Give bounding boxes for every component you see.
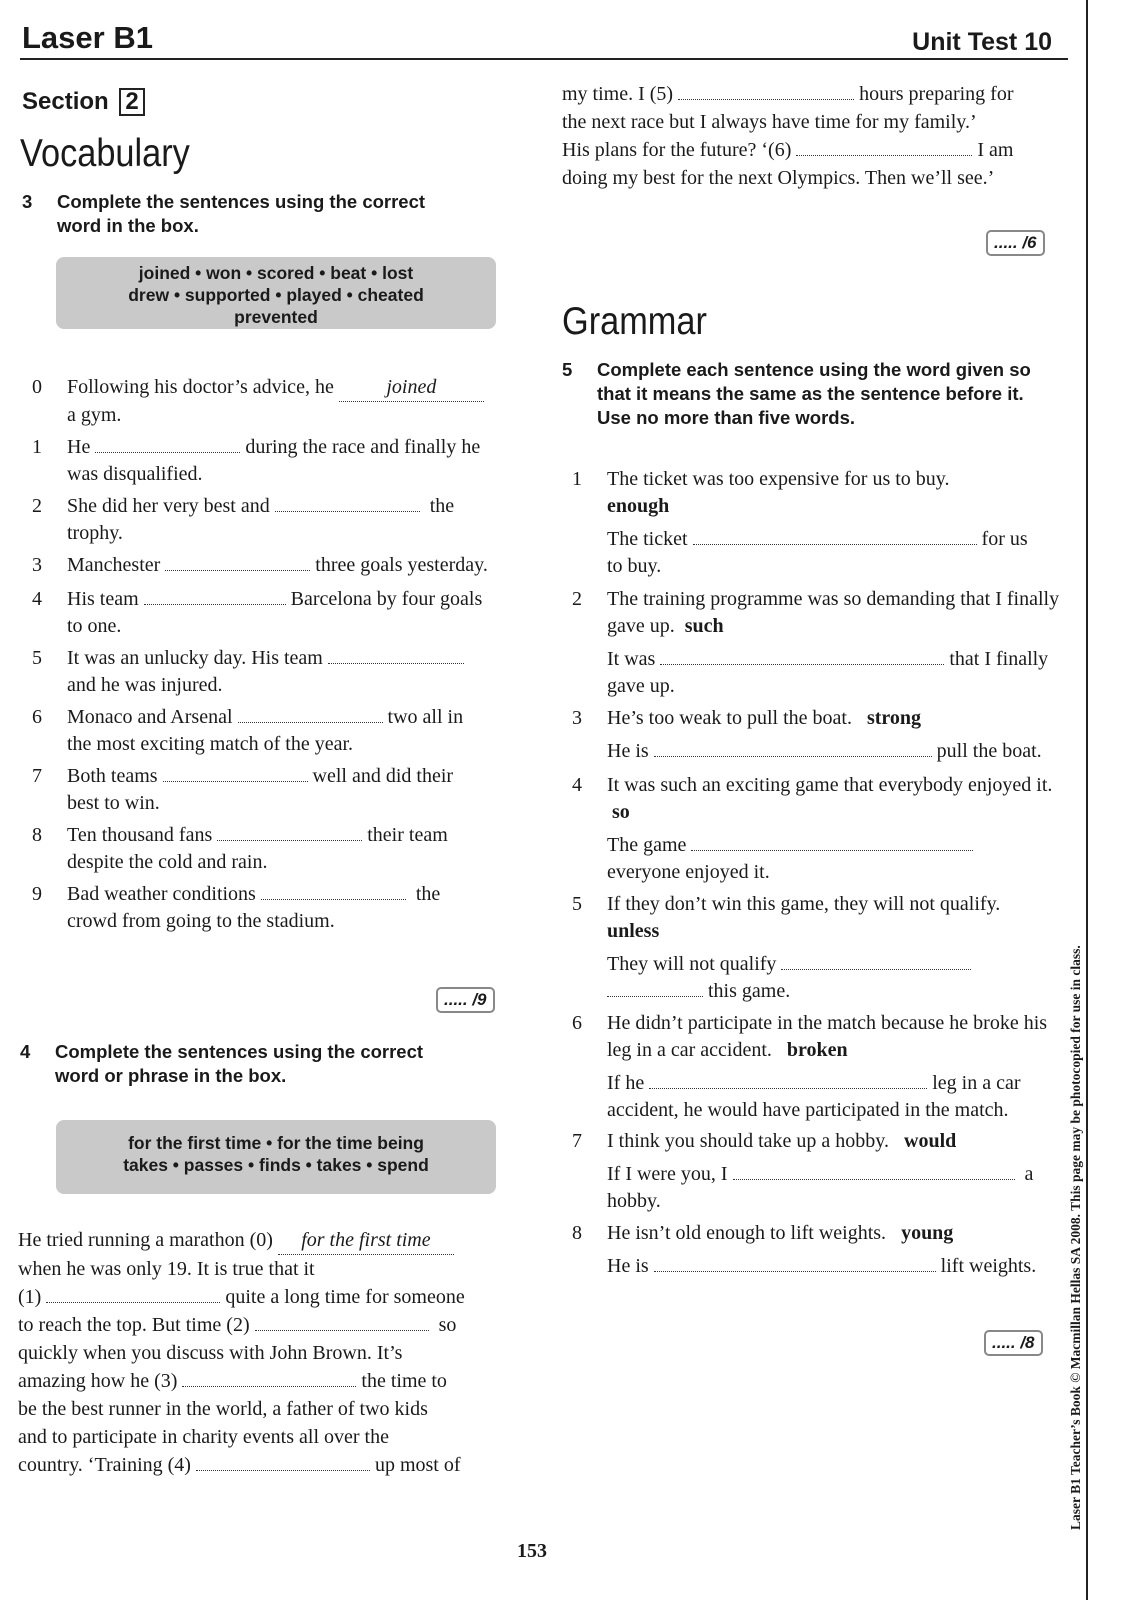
answer-blank[interactable] bbox=[46, 1288, 220, 1303]
answer-blank[interactable] bbox=[165, 556, 310, 571]
item-text: two all in bbox=[387, 706, 464, 728]
answer-blank[interactable] bbox=[275, 497, 420, 512]
ex4-word-box bbox=[56, 1120, 496, 1194]
ex4-passage-left bbox=[18, 1226, 518, 1479]
answer-field[interactable]: joined bbox=[339, 374, 484, 402]
ex4-instruction-text: Complete the sentences using the correct word or phrase in the box. bbox=[55, 1041, 424, 1086]
item-text: Ten thousand fans bbox=[67, 824, 213, 846]
item-text: She did her very best and bbox=[67, 495, 270, 517]
item-text: during the race and finally he bbox=[245, 436, 481, 458]
item-number: 4 bbox=[572, 774, 582, 796]
answer-blank[interactable] bbox=[733, 1165, 1015, 1180]
item-text: Barcelona by four goals bbox=[290, 588, 483, 610]
item-number: 1 bbox=[572, 468, 582, 490]
ex5-item-3 bbox=[572, 705, 1064, 765]
item-text: a gym. bbox=[67, 404, 122, 426]
item-text: their team bbox=[367, 824, 448, 846]
item-text: The ticket bbox=[607, 528, 688, 550]
ex5-score: ..... /8 bbox=[984, 1330, 1043, 1356]
item-text: lift weights. bbox=[940, 1255, 1037, 1277]
answer-blank[interactable] bbox=[144, 590, 286, 605]
item-number: 9 bbox=[32, 883, 42, 905]
item-text: best to win. bbox=[67, 792, 160, 814]
answer-blank[interactable] bbox=[95, 438, 240, 453]
item-text: If he bbox=[607, 1072, 645, 1094]
passage-text: and to participate in charity events all over the bbox=[18, 1426, 389, 1448]
key-word: strong bbox=[866, 707, 922, 729]
answer-blank[interactable] bbox=[796, 141, 972, 156]
word-box-line: drew • supported • played • cheated bbox=[128, 285, 424, 305]
ex3-instruction bbox=[22, 190, 462, 238]
item-text: was disqualified. bbox=[67, 463, 203, 485]
answer-blank[interactable] bbox=[678, 85, 854, 100]
item-text: accident, he would have participated in the match. bbox=[607, 1099, 1009, 1121]
item-number: 7 bbox=[32, 765, 42, 787]
item-question: The training programme was so demanding that I finally gave up. bbox=[607, 588, 1060, 637]
item-text: Both teams bbox=[67, 765, 158, 787]
item-text: They will not qualify bbox=[607, 953, 777, 975]
answer-blank[interactable] bbox=[217, 826, 362, 841]
passage-text: country. ‘Training (4) bbox=[18, 1454, 191, 1476]
item-number: 4 bbox=[32, 588, 42, 610]
item-question: It was such an exciting game that everybody enjoyed it. bbox=[607, 774, 1053, 796]
ex3-item-2 bbox=[32, 493, 512, 547]
answer-blank[interactable] bbox=[660, 650, 944, 665]
ex4-passage-right bbox=[562, 80, 1062, 192]
passage-text: so bbox=[438, 1314, 457, 1336]
item-question: He didn’t participate in the match because he broke his leg in a car accident. bbox=[607, 1012, 1048, 1061]
passage-text: His plans for the future? ‘(6) bbox=[562, 139, 792, 161]
item-text: for us bbox=[981, 528, 1028, 550]
item-question: If they don’t win this game, they will not qualify. bbox=[607, 893, 1001, 915]
item-text: the most exciting match of the year. bbox=[67, 733, 354, 755]
word-box-line: for the first time • for the time being bbox=[128, 1133, 424, 1153]
passage-text: amazing how he (3) bbox=[18, 1370, 178, 1392]
ex5-instruction bbox=[562, 358, 1062, 430]
item-text: this game. bbox=[708, 980, 791, 1002]
passage-text: when he was only 19. It is true that it bbox=[18, 1258, 315, 1280]
ex3-instruction-text: Complete the sentences using the correct word in the box. bbox=[57, 191, 426, 236]
ex3-item-5 bbox=[32, 645, 512, 699]
ex3-number: 3 bbox=[22, 191, 33, 212]
grammar-heading: Grammar bbox=[562, 300, 707, 343]
ex3-word-box bbox=[56, 257, 496, 329]
item-text: It was an unlucky day. His team bbox=[67, 647, 323, 669]
item-text: He is bbox=[607, 1255, 649, 1277]
key-word: enough bbox=[607, 495, 670, 517]
item-text: well and did their bbox=[312, 765, 454, 787]
section-label bbox=[22, 88, 145, 116]
item-question: I think you should take up a hobby. bbox=[607, 1130, 890, 1152]
ex3-item-7 bbox=[32, 763, 512, 817]
answer-blank[interactable] bbox=[261, 885, 406, 900]
answer-blank[interactable] bbox=[238, 708, 383, 723]
vocabulary-heading: Vocabulary bbox=[20, 132, 190, 175]
item-text: despite the cold and rain. bbox=[67, 851, 268, 873]
page-number: 153 bbox=[517, 1540, 547, 1562]
item-number: 2 bbox=[572, 588, 582, 610]
item-text: He bbox=[67, 436, 91, 458]
passage-text: the time to bbox=[361, 1370, 447, 1392]
passage-text: to reach the top. But time (2) bbox=[18, 1314, 250, 1336]
ex5-item-6 bbox=[572, 1010, 1064, 1124]
answer-blank[interactable] bbox=[255, 1316, 429, 1331]
ex3-item-4 bbox=[32, 586, 512, 640]
item-number: 3 bbox=[32, 554, 42, 576]
item-number: 6 bbox=[572, 1012, 582, 1034]
item-number: 8 bbox=[572, 1222, 582, 1244]
answer-blank[interactable] bbox=[182, 1372, 356, 1387]
item-text: the bbox=[415, 883, 441, 905]
ex3-score: ..... /9 bbox=[436, 987, 495, 1013]
item-text: three goals yesterday. bbox=[315, 554, 488, 576]
key-word: would bbox=[904, 1130, 957, 1152]
ex5-item-7 bbox=[572, 1128, 1064, 1215]
item-text: It was bbox=[607, 648, 656, 670]
answer-blank[interactable] bbox=[196, 1456, 370, 1471]
key-word: young bbox=[901, 1222, 954, 1244]
item-text: trophy. bbox=[67, 522, 123, 544]
item-text: a bbox=[1024, 1163, 1034, 1185]
answer-blank[interactable] bbox=[607, 982, 703, 997]
ex3-item-3 bbox=[32, 552, 512, 579]
item-text: that I finally bbox=[949, 648, 1049, 670]
item-question: He isn’t old enough to lift weights. bbox=[607, 1222, 887, 1244]
item-question: The ticket was too expensive for us to buy. bbox=[607, 468, 950, 490]
ex5-item-5 bbox=[572, 891, 1064, 1005]
item-text: Manchester bbox=[67, 554, 161, 576]
section-word: Section bbox=[22, 88, 109, 115]
item-number: 2 bbox=[32, 495, 42, 517]
ex4-number: 4 bbox=[20, 1041, 31, 1062]
item-text: leg in a car bbox=[932, 1072, 1021, 1094]
key-word: such bbox=[684, 615, 724, 637]
ex3-item-9 bbox=[32, 881, 512, 935]
passage-text: be the best runner in the world, a father of two kids bbox=[18, 1398, 428, 1420]
passage-text: I am bbox=[977, 139, 1014, 161]
item-text: to buy. bbox=[607, 555, 662, 577]
ex5-item-4 bbox=[572, 772, 1064, 886]
answer-blank[interactable] bbox=[163, 767, 308, 782]
item-number: 5 bbox=[32, 647, 42, 669]
passage-text: (1) bbox=[18, 1286, 42, 1308]
item-text: and he was injured. bbox=[67, 674, 223, 696]
ex5-number: 5 bbox=[562, 359, 573, 380]
item-text: to one. bbox=[67, 615, 122, 637]
item-text: the bbox=[429, 495, 455, 517]
item-text: gave up. bbox=[607, 675, 675, 697]
answer-blank[interactable] bbox=[654, 742, 932, 757]
answer-blank[interactable] bbox=[654, 1257, 936, 1272]
item-number: 7 bbox=[572, 1130, 582, 1152]
answer-blank[interactable] bbox=[328, 649, 464, 664]
word-box-line: takes • passes • finds • takes • spend bbox=[123, 1155, 429, 1175]
item-text: He is bbox=[607, 740, 649, 762]
item-number: 6 bbox=[32, 706, 42, 728]
answer-field[interactable]: for the first time bbox=[278, 1226, 454, 1255]
passage-text: doing my best for the next Olympics. Then we’ll see.’ bbox=[562, 167, 995, 189]
item-number: 5 bbox=[572, 893, 582, 915]
passage-text: He tried running a marathon (0) bbox=[18, 1229, 273, 1251]
item-text: pull the boat. bbox=[936, 740, 1042, 762]
ex5-item-8 bbox=[572, 1220, 1064, 1280]
item-text: His team bbox=[67, 588, 139, 610]
answer-blank[interactable] bbox=[781, 955, 971, 970]
ex5-item-2 bbox=[572, 586, 1064, 700]
key-word: broken bbox=[786, 1039, 848, 1061]
answer-blank[interactable] bbox=[691, 836, 973, 851]
passage-text: my time. I (5) bbox=[562, 83, 674, 105]
passage-text: the next race but I always have time for my family.’ bbox=[562, 111, 977, 133]
item-text: hobby. bbox=[607, 1190, 661, 1212]
ex3-item-8 bbox=[32, 822, 512, 876]
copyright-notice: Laser B1 Teacher’s Book © Macmillan Hellas SA 2008. This page may be photocopied for use in class. bbox=[1068, 945, 1083, 1530]
unit-title: Unit Test 10 bbox=[912, 28, 1052, 56]
item-text: Monaco and Arsenal bbox=[67, 706, 233, 728]
answer-blank[interactable] bbox=[693, 530, 977, 545]
section-number: 2 bbox=[119, 88, 144, 116]
passage-text: quite a long time for someone bbox=[225, 1286, 465, 1308]
word-box-line: joined • won • scored • beat • lost bbox=[138, 263, 414, 283]
item-text: Bad weather conditions bbox=[67, 883, 256, 905]
item-text: If I were you, I bbox=[607, 1163, 728, 1185]
item-text: Following his doctor’s advice, he bbox=[67, 376, 334, 398]
ex3-item-0 bbox=[32, 374, 512, 429]
ex4-instruction bbox=[20, 1040, 470, 1088]
item-number: 8 bbox=[32, 824, 42, 846]
item-text: The game bbox=[607, 834, 687, 856]
book-title: Laser B1 bbox=[22, 20, 153, 55]
key-word: unless bbox=[607, 920, 660, 942]
ex4-score: ..... /6 bbox=[986, 230, 1045, 256]
passage-text: hours preparing for bbox=[859, 83, 1014, 105]
item-number: 3 bbox=[572, 707, 582, 729]
ex3-item-6 bbox=[32, 704, 512, 758]
item-number: 1 bbox=[32, 436, 42, 458]
word-box-line: prevented bbox=[234, 307, 318, 327]
item-number: 0 bbox=[32, 376, 42, 398]
item-text: everyone enjoyed it. bbox=[607, 861, 770, 883]
answer-blank[interactable] bbox=[649, 1074, 927, 1089]
passage-text: quickly when you discuss with John Brown. It’s bbox=[18, 1342, 403, 1364]
item-text: crowd from going to the stadium. bbox=[67, 910, 335, 932]
key-word: so bbox=[612, 801, 630, 823]
item-question: He’s too weak to pull the boat. bbox=[607, 707, 852, 729]
header-rule bbox=[20, 58, 1068, 60]
margin-rule bbox=[1086, 0, 1088, 1600]
ex5-item-1 bbox=[572, 466, 1064, 580]
passage-text: up most of bbox=[374, 1454, 461, 1476]
ex5-instruction-text: Complete each sentence using the word given so that it means the same as the sentence before it. Use no more than five words. bbox=[597, 359, 1031, 428]
ex3-item-1 bbox=[32, 434, 512, 488]
